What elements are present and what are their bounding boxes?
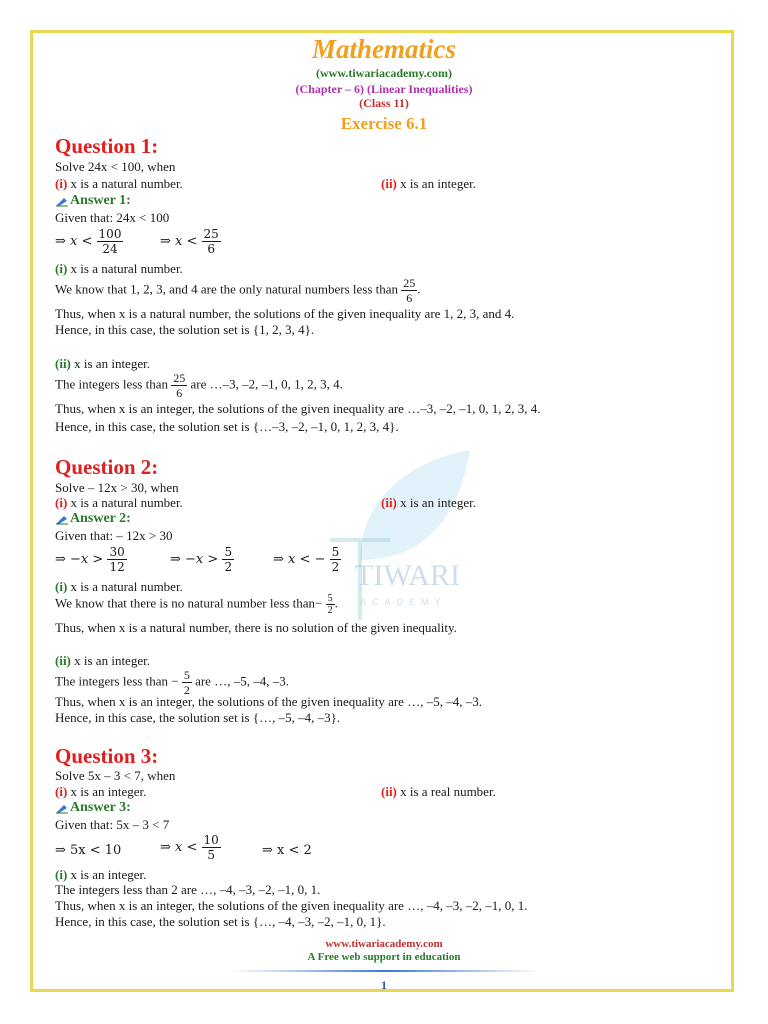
denominator: 2: [224, 560, 233, 574]
denominator: 6: [207, 242, 215, 256]
fraction: [222, 545, 234, 574]
q1-line-d-pre: The integers less than: [55, 376, 168, 392]
fraction: [202, 833, 221, 862]
q2-part-ii-text: x is an integer.: [70, 653, 150, 668]
class-label: (Class 11): [359, 96, 409, 110]
fraction: [330, 545, 342, 574]
chapter-label: (Chapter – 6) (Linear Inequalities): [295, 82, 473, 96]
q2-opt-ii-text: x is an integer.: [396, 495, 476, 510]
q1-part-i-label: (i): [55, 261, 68, 276]
tiwari-academy-watermark: [320, 440, 480, 630]
q3-part-i-text: x is an integer.: [67, 867, 147, 882]
denominator: 2: [327, 605, 333, 616]
fraction: [326, 593, 335, 616]
q2-line-e: Hence, in this case, the solution set is {…, –5, –4, –3}.: [55, 710, 341, 725]
q1-line-a-text: We know that 1, 2, 3, and 4 are the only natural numbers less than: [55, 281, 399, 297]
q2-step-3: ⇒ x < − $\frac{5}{2}$: [273, 545, 340, 574]
q3-prompt: Solve 5x – 3 < 7, when: [55, 768, 176, 783]
answer-1-heading: [55, 193, 131, 209]
q2-part-ii-label: (ii): [55, 653, 71, 668]
q1-line-d: [55, 371, 343, 400]
q2-option-i: [55, 495, 183, 511]
q1-line-b: Thus, when x is a natural number, the solutions of the given inequality are 1, 2, 3, and 4.: [55, 306, 515, 321]
q2-line-a: We know that there is no natural number less than− $\frac{5}{2}$ .: [55, 593, 338, 616]
watermark-sub: ACADEMY: [360, 597, 447, 607]
q1-part-ii: [55, 356, 150, 372]
denominator: 12: [109, 560, 125, 574]
q3-option-ii: [381, 784, 496, 800]
question-2-heading: Question 2:: [55, 455, 159, 479]
q3-opt-i-label: (i): [55, 784, 68, 799]
q3-option-i: [55, 784, 146, 800]
fraction: [182, 668, 192, 697]
q3-opt-ii-label: (ii): [381, 784, 397, 799]
q1-line-e: Thus, when x is an integer, the solutions of the given inequality are …–3, –2, –1, 0, 1, 2, 3, 4.: [55, 401, 541, 416]
q1-prompt: Solve 24x < 100, when: [55, 159, 176, 174]
q1-part-i-text: x is a natural number.: [67, 261, 183, 276]
q2-line-d: Thus, when x is an integer, the solutions of the given inequality are …, –5, –4, –3.: [55, 694, 482, 709]
fraction: [202, 227, 221, 256]
q1-step-1: ⇒ x < $\frac{100}{24}$: [55, 227, 122, 256]
denominator: 5: [207, 848, 215, 862]
fraction: [97, 227, 124, 256]
footer-url[interactable]: www.tiwariacademy.com: [325, 938, 443, 950]
numerator: 30: [109, 545, 125, 559]
q2-line-a-text: We know that there is no natural number less than: [55, 595, 315, 611]
denominator: 2: [331, 560, 340, 574]
numerator: 5: [327, 593, 333, 604]
q1-opt-ii-label: (ii): [381, 176, 397, 191]
q2-opt-i-text: x is a natural number.: [67, 495, 183, 510]
q3-step-1: ⇒ 5x < 10: [55, 843, 122, 858]
q1-line-c: Hence, in this case, the solution set is {1, 2, 3, 4}.: [55, 322, 315, 337]
site-url[interactable]: (www.tiwariacademy.com): [316, 66, 452, 80]
q1-option-ii: [381, 176, 476, 192]
pen-icon: [55, 195, 69, 207]
q2-step-2: ⇒ −x > $\frac{5}{2}$: [170, 545, 233, 574]
q2-option-ii: [381, 495, 476, 511]
pen-icon: [55, 513, 69, 525]
answer-2-heading: [55, 511, 131, 527]
pen-icon: [55, 802, 69, 814]
q3-line-c: Hence, in this case, the solution set is {…, –4, –3, –2, –1, 0, 1}.: [55, 914, 386, 929]
numerator: 5: [224, 545, 233, 559]
q2-given: Given that: – 12x > 30: [55, 528, 173, 543]
q2-line-b: Thus, when x is a natural number, there is no solution of the given inequality.: [55, 620, 457, 635]
fraction: [107, 545, 126, 574]
denominator: 24: [102, 242, 118, 256]
q1-step-2: ⇒ x < $\frac{25}{6}$: [160, 227, 219, 256]
q2-prompt: Solve – 12x > 30, when: [55, 480, 179, 495]
answer-1-title: Answer 1:: [70, 193, 131, 208]
denominator: 6: [406, 291, 413, 305]
question-3-heading: Question 3:: [55, 744, 159, 768]
q1-line-d-post: are …–3, –2, –1, 0, 1, 2, 3, 4.: [190, 376, 343, 392]
footer-tagline: A Free web support in education: [307, 951, 461, 963]
q3-part-i: [55, 867, 146, 883]
numerator: 5: [183, 668, 190, 682]
watermark-brand: TIWARI: [355, 559, 460, 592]
q3-step-2: ⇒ x < $\frac{10}{5}$: [160, 833, 219, 862]
q2-opt-i-label: (i): [55, 495, 68, 510]
q1-opt-ii-text: x is an integer.: [396, 176, 476, 191]
exercise-heading: Exercise 6.1: [340, 114, 428, 133]
q1-part-ii-label: (ii): [55, 356, 71, 371]
denominator: 2: [183, 683, 190, 697]
q1-option-i: [55, 176, 183, 192]
q3-line-a: The integers less than 2 are …, –4, –3, –2, –1, 0, 1.: [55, 882, 321, 897]
page-number: 1: [381, 978, 387, 992]
footer-divider: [230, 970, 540, 972]
question-1-heading: Question 1:: [55, 134, 159, 158]
q2-line-c: [55, 668, 289, 697]
q3-part-i-label: (i): [55, 867, 68, 882]
denominator: 6: [176, 386, 183, 400]
q3-line-b: Thus, when x is an integer, the solutions of the given inequality are …, –4, –3, –2, –1, 0, 1.: [55, 898, 528, 913]
q1-line-f: Hence, in this case, the solution set is {…–3, –2, –1, 0, 1, 2, 3, 4}.: [55, 419, 399, 434]
q1-part-i: [55, 261, 183, 277]
q1-opt-i-label: (i): [55, 176, 68, 191]
q2-part-ii: [55, 653, 150, 669]
q2-line-c-post: are …, –5, –4, –3.: [195, 673, 289, 689]
q3-opt-ii-text: x is a real number.: [396, 784, 496, 799]
q2-line-c-pre: The integers less than −: [55, 673, 179, 689]
fraction: [171, 371, 187, 400]
q3-given: Given that: 5x – 3 < 7: [55, 817, 170, 832]
q1-line-a: We know that 1, 2, 3, and 4 are the only natural numbers less than $\frac{25}{6}$ .: [55, 276, 421, 305]
answer-3-heading: [55, 800, 131, 816]
answer-2-title: Answer 2:: [70, 511, 131, 526]
q2-opt-ii-label: (ii): [381, 495, 397, 510]
numerator: 25: [173, 371, 186, 385]
q2-part-i-label: (i): [55, 579, 68, 594]
page-title: Mathematics: [311, 34, 456, 64]
q3-step-3: ⇒ x < 2: [262, 843, 312, 858]
q1-given: Given that: 24x < 100: [55, 210, 170, 225]
q2-step-1: ⇒ −x > $\frac{30}{12}$: [55, 545, 125, 574]
numerator: 25: [203, 227, 219, 241]
fraction: [401, 276, 417, 305]
q2-part-i-text: x is a natural number.: [67, 579, 183, 594]
answer-3-title: Answer 3:: [70, 800, 131, 815]
numerator: 25: [403, 276, 416, 290]
q1-part-ii-text: x is an integer.: [70, 356, 150, 371]
numerator: 10: [203, 833, 219, 847]
q3-opt-i-text: x is an integer.: [67, 784, 147, 799]
q1-opt-i-text: x is a natural number.: [67, 176, 183, 191]
numerator: 100: [98, 227, 122, 241]
numerator: 5: [331, 545, 340, 559]
